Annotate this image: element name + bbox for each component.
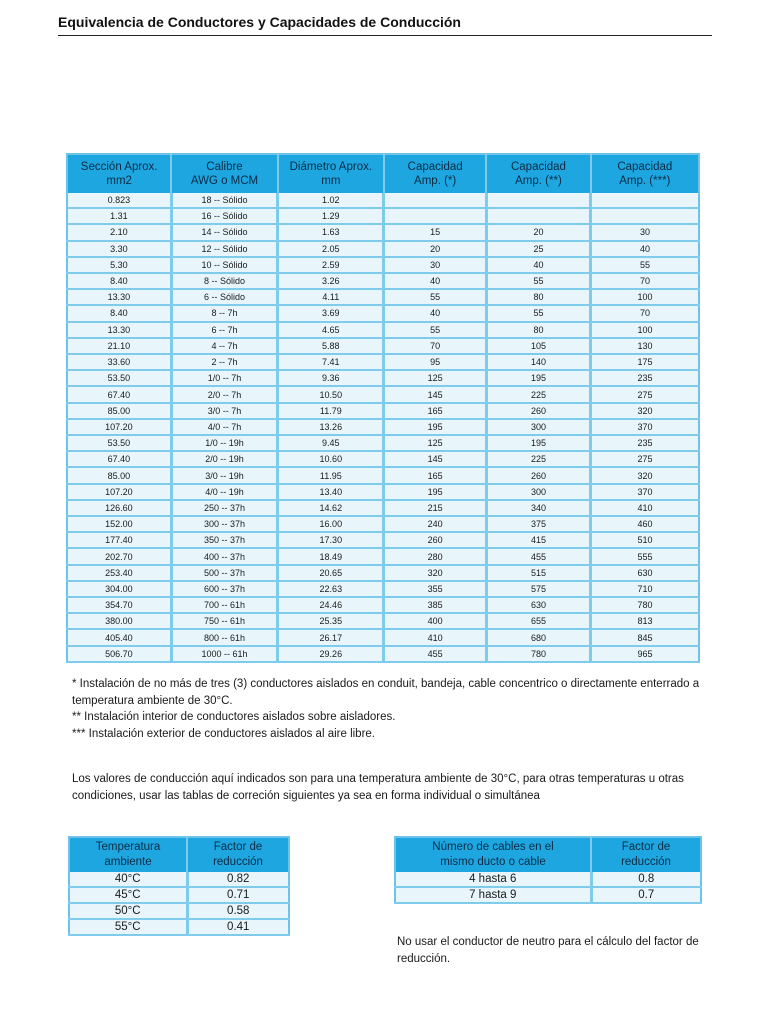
table-cell: 235 <box>591 435 699 451</box>
table-cell: 13.26 <box>278 419 384 435</box>
table-cell: 320 <box>384 565 486 581</box>
table-cell: 85.00 <box>67 403 171 419</box>
table-cell: 202.70 <box>67 548 171 564</box>
table-cell: 152.00 <box>67 516 171 532</box>
table-row <box>67 419 699 435</box>
table-cell: 800 -- 61h <box>171 629 277 645</box>
table-cell: 710 <box>591 581 699 597</box>
table-cell: 175 <box>591 354 699 370</box>
table-cell: 260 <box>384 532 486 548</box>
header-diametro: Diámetro Aprox. mm <box>278 154 384 193</box>
table-cell: 50°C <box>69 903 187 919</box>
table-cell: 506.70 <box>67 646 171 662</box>
table-row <box>395 887 701 903</box>
table-cell: 415 <box>486 532 590 548</box>
table-cell: 195 <box>486 435 590 451</box>
table-cell: 177.40 <box>67 532 171 548</box>
table-cell: 107.20 <box>67 419 171 435</box>
table-cell <box>486 208 590 224</box>
table-cell: 460 <box>591 516 699 532</box>
table-row <box>67 500 699 516</box>
table-cell: 370 <box>591 484 699 500</box>
temperature-table <box>68 836 290 936</box>
table-cell: 455 <box>486 548 590 564</box>
header-capacidad-2: Capacidad Amp. (**) <box>486 154 590 193</box>
table-cell: 600 -- 37h <box>171 581 277 597</box>
table-cell: 253.40 <box>67 565 171 581</box>
table-cell: 40 <box>486 257 590 273</box>
table-row <box>67 532 699 548</box>
table-row <box>67 581 699 597</box>
table-cell: 0.8 <box>591 872 701 887</box>
table-cell <box>591 208 699 224</box>
table-cell: 107.20 <box>67 484 171 500</box>
table-cell: 0.71 <box>187 887 289 903</box>
note-3: *** Instalación exterior de conductores aislados al aire libre. <box>72 727 375 740</box>
table-cell: 6 -- Sólido <box>171 289 277 305</box>
table-cell: 55 <box>591 257 699 273</box>
table-cell: 3/0 -- 19h <box>171 467 277 483</box>
table-cell: 67.40 <box>67 386 171 402</box>
table-cell: 55 <box>384 289 486 305</box>
table-cell: 1000 -- 61h <box>171 646 277 662</box>
table-row <box>67 289 699 305</box>
table-cell: 9.36 <box>278 370 384 386</box>
table-cell: 9.45 <box>278 435 384 451</box>
table-cell: 1.31 <box>67 208 171 224</box>
table-cell: 20 <box>486 224 590 240</box>
table-cell: 17.30 <box>278 532 384 548</box>
table-cell: 20.65 <box>278 565 384 581</box>
table-cell: 3.26 <box>278 273 384 289</box>
table-cell: 45°C <box>69 887 187 903</box>
table-cell: 165 <box>384 467 486 483</box>
table-cell: 5.88 <box>278 338 384 354</box>
table-cell: 4/0 -- 19h <box>171 484 277 500</box>
table-cell: 400 -- 37h <box>171 548 277 564</box>
cables-table-body <box>395 872 701 903</box>
table-cell: 280 <box>384 548 486 564</box>
table-cell: 53.50 <box>67 370 171 386</box>
table-cell: 0.58 <box>187 903 289 919</box>
header-temperatura: Temperatura ambiente <box>69 837 187 872</box>
page-title: Equivalencia de Conductores y Capacidades de Conducción <box>58 14 712 36</box>
note-1: * Instalación de no más de tres (3) conductores aislados en conduit, bandeja, cable concentrico o directamente enterrado a temperatura ambiente de 30°C. <box>72 678 700 707</box>
table-cell: 195 <box>486 370 590 386</box>
table-cell: 13.30 <box>67 289 171 305</box>
table-row <box>67 338 699 354</box>
table-cell: 410 <box>384 629 486 645</box>
table-cell <box>384 208 486 224</box>
table-cell: 70 <box>591 273 699 289</box>
table-cell: 15 <box>384 224 486 240</box>
table-cell: 10 -- Sólido <box>171 257 277 273</box>
table-cell: 40 <box>591 241 699 257</box>
table-cell: 16.00 <box>278 516 384 532</box>
neutral-note: No usar el conductor de neutro para el cálculo del factor de reducción. <box>397 936 699 965</box>
table-cell: 400 <box>384 613 486 629</box>
table-row <box>67 467 699 483</box>
table-row <box>69 872 289 887</box>
table-cell: 215 <box>384 500 486 516</box>
cables-table-header <box>395 837 701 872</box>
table-cell: 25 <box>486 241 590 257</box>
table-row <box>69 887 289 903</box>
table-cell: 70 <box>591 305 699 321</box>
table-cell: 21.10 <box>67 338 171 354</box>
table-cell <box>384 193 486 208</box>
table-cell: 14 -- Sólido <box>171 224 277 240</box>
table-cell: 26.17 <box>278 629 384 645</box>
table-cell: 385 <box>384 597 486 613</box>
table-cell: 6 -- 7h <box>171 322 277 338</box>
table-cell: 29.26 <box>278 646 384 662</box>
table-cell: 555 <box>591 548 699 564</box>
table-row <box>67 224 699 240</box>
table-cell: 680 <box>486 629 590 645</box>
table-cell: 700 -- 61h <box>171 597 277 613</box>
table-cell: 30 <box>591 224 699 240</box>
table-cell: 575 <box>486 581 590 597</box>
table-cell: 30 <box>384 257 486 273</box>
table-cell: 845 <box>591 629 699 645</box>
table-cell: 8 -- 7h <box>171 305 277 321</box>
table-cell: 1/0 -- 19h <box>171 435 277 451</box>
table-cell: 340 <box>486 500 590 516</box>
table-cell: 630 <box>591 565 699 581</box>
table-cell: 813 <box>591 613 699 629</box>
table-row <box>67 370 699 386</box>
table-cell: 510 <box>591 532 699 548</box>
table-cell: 40 <box>384 273 486 289</box>
table-cell: 780 <box>591 597 699 613</box>
table-row <box>67 484 699 500</box>
table-cell: 18.49 <box>278 548 384 564</box>
conductor-table-body <box>67 193 699 662</box>
table-cell: 225 <box>486 386 590 402</box>
table-row <box>67 516 699 532</box>
table-cell: 125 <box>384 370 486 386</box>
table-cell: 7 hasta 9 <box>395 887 591 903</box>
table-cell: 240 <box>384 516 486 532</box>
header-calibre: Calibre AWG o MCM <box>171 154 277 193</box>
table-cell: 4.11 <box>278 289 384 305</box>
table-cell: 10.60 <box>278 451 384 467</box>
table-row <box>67 208 699 224</box>
table-cell: 0.823 <box>67 193 171 208</box>
table-cell: 20 <box>384 241 486 257</box>
table-row <box>67 193 699 208</box>
table-cell: 260 <box>486 467 590 483</box>
table-cell: 320 <box>591 467 699 483</box>
table-cell: 4.65 <box>278 322 384 338</box>
table-cell: 380.00 <box>67 613 171 629</box>
table-row <box>67 548 699 564</box>
table-cell: 300 <box>486 419 590 435</box>
table-cell: 1.02 <box>278 193 384 208</box>
table-cell: 2/0 -- 19h <box>171 451 277 467</box>
table-cell: 225 <box>486 451 590 467</box>
header-numero-cables: Número de cables en el mismo ducto o cable <box>395 837 591 872</box>
table-cell: 95 <box>384 354 486 370</box>
table-cell: 1.29 <box>278 208 384 224</box>
table-cell: 8.40 <box>67 273 171 289</box>
table-cell: 14.62 <box>278 500 384 516</box>
table-row <box>67 435 699 451</box>
note-2: ** Instalación interior de conductores aislados sobre aisladores. <box>72 711 396 723</box>
table-cell: 8.40 <box>67 305 171 321</box>
table-cell: 3.69 <box>278 305 384 321</box>
table-cell: 3/0 -- 7h <box>171 403 277 419</box>
table-cell: 355 <box>384 581 486 597</box>
table-cell: 145 <box>384 451 486 467</box>
table-row <box>67 403 699 419</box>
table-cell: 100 <box>591 322 699 338</box>
temperature-table-body <box>69 872 289 935</box>
table-cell: 275 <box>591 451 699 467</box>
table-row <box>67 629 699 645</box>
table-cell <box>486 193 590 208</box>
table-cell: 2/0 -- 7h <box>171 386 277 402</box>
table-cell: 70 <box>384 338 486 354</box>
table-cell: 5.30 <box>67 257 171 273</box>
table-cell: 4 -- 7h <box>171 338 277 354</box>
table-cell: 500 -- 37h <box>171 565 277 581</box>
table-cell: 100 <box>591 289 699 305</box>
table-cell: 655 <box>486 613 590 629</box>
table-row <box>67 597 699 613</box>
table-cell: 13.30 <box>67 322 171 338</box>
table-cell: 1.63 <box>278 224 384 240</box>
table-cell: 25.35 <box>278 613 384 629</box>
table-row <box>67 241 699 257</box>
table-cell: 80 <box>486 322 590 338</box>
table-row <box>67 565 699 581</box>
table-cell: 780 <box>486 646 590 662</box>
table-cell: 1/0 -- 7h <box>171 370 277 386</box>
table-cell: 260 <box>486 403 590 419</box>
table-cell: 3.30 <box>67 241 171 257</box>
table-cell: 165 <box>384 403 486 419</box>
table-cell: 126.60 <box>67 500 171 516</box>
table-cell: 105 <box>486 338 590 354</box>
table-cell: 140 <box>486 354 590 370</box>
table-cell: 7.41 <box>278 354 384 370</box>
header-capacidad-1: Capacidad Amp. (*) <box>384 154 486 193</box>
table-cell: 300 <box>486 484 590 500</box>
table-row <box>395 872 701 887</box>
cables-table <box>394 836 702 904</box>
table-cell: 55°C <box>69 919 187 935</box>
header-factor: Factor de reducción <box>187 837 289 872</box>
table-cell: 33.60 <box>67 354 171 370</box>
table-cell: 0.7 <box>591 887 701 903</box>
table-row <box>67 273 699 289</box>
table-cell: 350 -- 37h <box>171 532 277 548</box>
table-cell: 354.70 <box>67 597 171 613</box>
header-factor: Factor de reducción <box>591 837 701 872</box>
table-row <box>69 903 289 919</box>
table-cell: 2.59 <box>278 257 384 273</box>
table-cell: 370 <box>591 419 699 435</box>
table-cell: 55 <box>486 273 590 289</box>
table-cell: 965 <box>591 646 699 662</box>
table-cell: 24.46 <box>278 597 384 613</box>
table-row <box>67 451 699 467</box>
table-cell: 85.00 <box>67 467 171 483</box>
table-row <box>67 322 699 338</box>
table-row <box>67 354 699 370</box>
table-cell: 2 -- 7h <box>171 354 277 370</box>
table-row <box>67 613 699 629</box>
table-cell: 750 -- 61h <box>171 613 277 629</box>
table-cell: 275 <box>591 386 699 402</box>
table-cell: 375 <box>486 516 590 532</box>
table-cell: 40 <box>384 305 486 321</box>
table-row <box>67 257 699 273</box>
notes <box>72 676 702 742</box>
table-cell: 55 <box>384 322 486 338</box>
table-cell: 130 <box>591 338 699 354</box>
table-cell: 22.63 <box>278 581 384 597</box>
table-cell: 515 <box>486 565 590 581</box>
table-cell: 4/0 -- 7h <box>171 419 277 435</box>
table-row <box>67 646 699 662</box>
correction-paragraph: Los valores de conducción aquí indicados son para una temperatura ambiente de 30°C, para otras temperaturas u otras condiciones, usar las tablas de correción siguientes ya sea en forma individual o simultánea <box>72 773 684 802</box>
table-cell: 67.40 <box>67 451 171 467</box>
conductor-table <box>66 153 700 663</box>
table-cell: 304.00 <box>67 581 171 597</box>
table-cell: 53.50 <box>67 435 171 451</box>
table-cell: 40°C <box>69 872 187 887</box>
table-cell: 455 <box>384 646 486 662</box>
table-cell: 13.40 <box>278 484 384 500</box>
table-cell: 300 -- 37h <box>171 516 277 532</box>
table-cell: 195 <box>384 419 486 435</box>
table-cell: 410 <box>591 500 699 516</box>
temperature-table-header <box>69 837 289 872</box>
table-cell: 630 <box>486 597 590 613</box>
table-cell: 250 -- 37h <box>171 500 277 516</box>
table-cell: 145 <box>384 386 486 402</box>
table-cell: 405.40 <box>67 629 171 645</box>
table-cell: 2.05 <box>278 241 384 257</box>
table-cell: 12 -- Sólido <box>171 241 277 257</box>
table-cell <box>591 193 699 208</box>
table-cell: 11.95 <box>278 467 384 483</box>
table-cell: 320 <box>591 403 699 419</box>
header-seccion: Sección Aprox. mm2 <box>67 154 171 193</box>
table-row <box>67 305 699 321</box>
conductor-table-header <box>67 154 699 193</box>
table-cell: 195 <box>384 484 486 500</box>
table-cell: 80 <box>486 289 590 305</box>
table-cell: 8 -- Sólido <box>171 273 277 289</box>
header-capacidad-3: Capacidad Amp. (***) <box>591 154 699 193</box>
table-cell: 10.50 <box>278 386 384 402</box>
table-cell: 18 -- Sólido <box>171 193 277 208</box>
table-row <box>67 386 699 402</box>
table-cell: 0.41 <box>187 919 289 935</box>
table-cell: 235 <box>591 370 699 386</box>
table-cell: 55 <box>486 305 590 321</box>
table-cell: 11.79 <box>278 403 384 419</box>
table-cell: 4 hasta 6 <box>395 872 591 887</box>
table-cell: 125 <box>384 435 486 451</box>
table-cell: 16 -- Sólido <box>171 208 277 224</box>
table-cell: 2.10 <box>67 224 171 240</box>
table-row <box>69 919 289 935</box>
table-cell: 0.82 <box>187 872 289 887</box>
